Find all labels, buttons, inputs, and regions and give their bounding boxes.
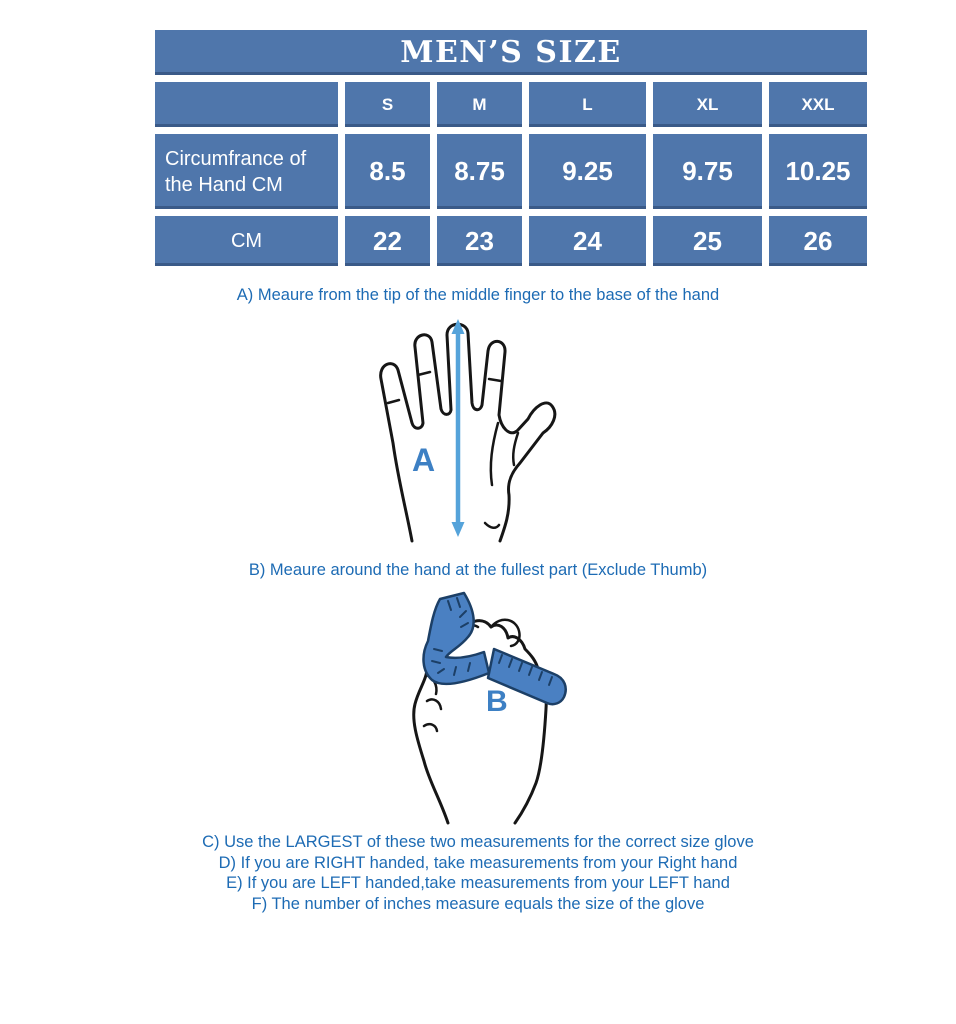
instruction-c: C) Use the LARGEST of these two measurements for the correct size glove bbox=[202, 833, 754, 851]
column-header-l: L bbox=[529, 82, 646, 127]
table-title: MEN’S SIZE bbox=[155, 30, 867, 75]
instruction-e: E) If you are LEFT handed,take measurements from your LEFT hand bbox=[226, 874, 730, 892]
cm-value-xxl: 26 bbox=[769, 216, 867, 266]
column-header-m: M bbox=[437, 82, 522, 127]
cm-value-m: 23 bbox=[437, 216, 522, 266]
cm-value-s: 22 bbox=[345, 216, 430, 266]
blank-header-cell bbox=[155, 82, 338, 127]
column-header-xxl: XXL bbox=[769, 82, 867, 127]
instruction-b: B) Meaure around the hand at the fullest part (Exclude Thumb) bbox=[248, 561, 708, 579]
measurement-b-label: B bbox=[486, 685, 508, 718]
instruction-a: A) Meaure from the tip of the middle finger to the base of the hand bbox=[236, 286, 720, 304]
row-label-circumference: Circumfrance of the Hand CM bbox=[155, 134, 338, 209]
circumference-value-xxl: 10.25 bbox=[769, 134, 867, 209]
open-hand-icon bbox=[368, 311, 558, 545]
column-header-s: S bbox=[345, 82, 430, 127]
cm-value-xl: 25 bbox=[653, 216, 762, 266]
circumference-value-s: 8.5 bbox=[345, 134, 430, 209]
cm-value-l: 24 bbox=[529, 216, 646, 266]
fist-tape-icon bbox=[398, 589, 576, 827]
row-label-cm: CM bbox=[155, 216, 338, 266]
circumference-value-xl: 9.75 bbox=[653, 134, 762, 209]
instruction-d: D) If you are RIGHT handed, take measurements from your Right hand bbox=[218, 853, 738, 872]
mens-size-table bbox=[155, 30, 867, 266]
measurement-a-label: A bbox=[412, 442, 436, 478]
instruction-f: F) The number of inches measure equals the size of the glove bbox=[251, 894, 705, 913]
column-header-xl: XL bbox=[653, 82, 762, 127]
instructions-c-f bbox=[0, 832, 956, 914]
circumference-value-m: 8.75 bbox=[437, 134, 522, 209]
open-hand-illustration bbox=[368, 311, 558, 545]
fist-tape-illustration bbox=[398, 589, 576, 827]
circumference-value-l: 9.25 bbox=[529, 134, 646, 209]
